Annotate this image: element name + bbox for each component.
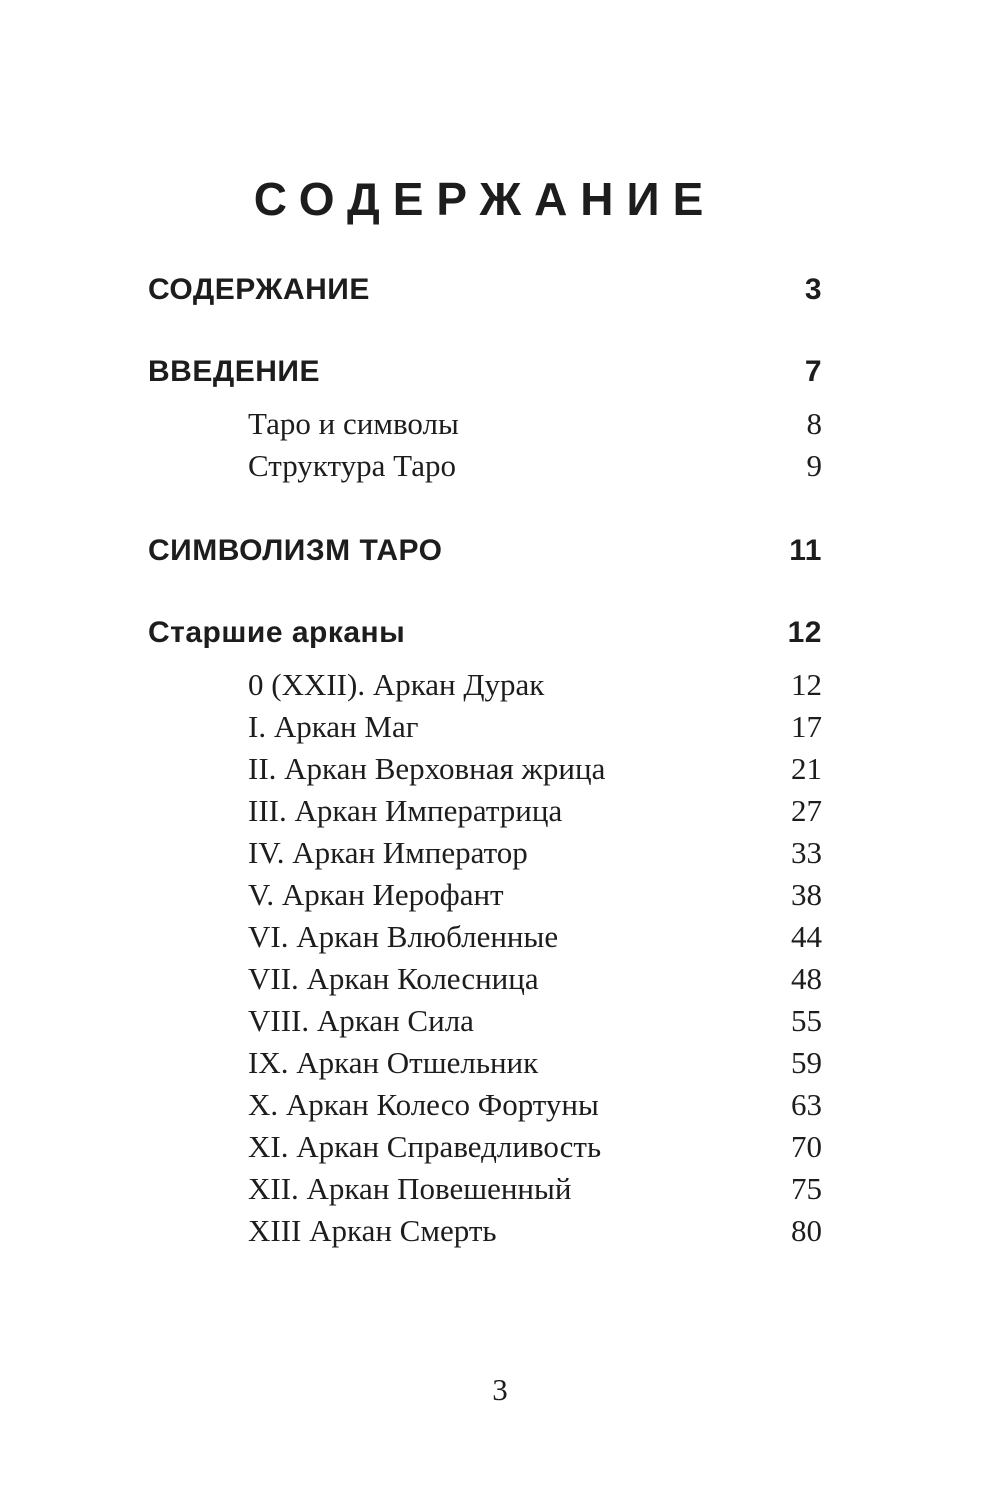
toc-entry-label: III. Аркан Императрица bbox=[248, 793, 563, 828]
toc-entry-page: 44 bbox=[791, 919, 822, 954]
toc-entry bbox=[148, 832, 822, 874]
toc-entry bbox=[148, 533, 822, 569]
toc-entry-label: VII. Аркан Колесница bbox=[248, 961, 539, 996]
toc-entry bbox=[148, 403, 822, 445]
toc-entry-page: 3 bbox=[804, 273, 822, 306]
toc-entry bbox=[148, 615, 822, 651]
toc-entry bbox=[148, 1126, 822, 1168]
toc-entry bbox=[148, 1000, 822, 1042]
toc-entry-label: V. Аркан Иерофант bbox=[248, 877, 504, 912]
toc-entry-label: VI. Аркан Влюбленные bbox=[248, 919, 559, 954]
toc-entry-page: 12 bbox=[787, 616, 822, 649]
toc-entry-label: СОДЕРЖАНИЕ bbox=[148, 273, 370, 306]
toc-entry-page: 27 bbox=[791, 793, 822, 828]
toc-entry-label: Таро и символы bbox=[248, 406, 459, 441]
toc-entry-page: 12 bbox=[791, 667, 822, 702]
toc-entry-page: 11 bbox=[789, 534, 822, 567]
toc-entry-page: 75 bbox=[791, 1171, 822, 1206]
toc-entry bbox=[148, 916, 822, 958]
toc-entry-label: VIII. Аркан Сила bbox=[248, 1003, 474, 1038]
toc-entry-page: 55 bbox=[791, 1003, 822, 1038]
toc-entry-label: XII. Аркан Повешенный bbox=[248, 1171, 572, 1206]
footer-page-number: 3 bbox=[492, 1372, 508, 1407]
toc-entry bbox=[148, 664, 822, 706]
toc-entry-page: 48 bbox=[791, 961, 822, 996]
toc-entry-page: 17 bbox=[791, 709, 822, 744]
toc-entry bbox=[148, 958, 822, 1000]
toc-entry bbox=[148, 1210, 822, 1252]
toc-entry-label: IV. Аркан Император bbox=[248, 835, 528, 870]
toc-entry-label: XIII Аркан Смерть bbox=[248, 1213, 497, 1248]
toc-entry-page: 70 bbox=[791, 1129, 822, 1164]
toc-entry-page: 59 bbox=[791, 1045, 822, 1080]
toc-entry-page: 63 bbox=[791, 1087, 822, 1122]
toc-entry-label: I. Аркан Маг bbox=[248, 709, 419, 744]
toc-entry bbox=[148, 354, 822, 390]
toc-entry-label: IX. Аркан Отшельник bbox=[248, 1045, 539, 1080]
toc-entry-label: ВВЕДЕНИЕ bbox=[148, 355, 320, 388]
toc-entry bbox=[148, 445, 822, 487]
toc-entry-page: 38 bbox=[791, 877, 822, 912]
toc-entry-label: XI. Аркан Справедливость bbox=[248, 1129, 602, 1164]
page-title: СОДЕРЖАНИЕ bbox=[253, 173, 717, 225]
toc-entry-label: 0 (XXII). Аркан Дурак bbox=[248, 667, 545, 702]
toc-entry-page: 9 bbox=[806, 448, 822, 483]
toc-entry bbox=[148, 874, 822, 916]
toc-entry bbox=[148, 1168, 822, 1210]
toc-entry-page: 7 bbox=[804, 355, 822, 388]
toc-entry bbox=[148, 1084, 822, 1126]
toc-entry-page: 21 bbox=[791, 751, 822, 786]
toc-entry-label: II. Аркан Верховная жрица bbox=[248, 751, 606, 786]
toc-entry-label: Старшие арканы bbox=[148, 616, 406, 649]
table-of-contents bbox=[148, 272, 822, 1252]
toc-entry bbox=[148, 748, 822, 790]
toc-entry-page: 8 bbox=[806, 406, 822, 441]
toc-entry bbox=[148, 790, 822, 832]
toc-entry bbox=[148, 706, 822, 748]
toc-entry bbox=[148, 1042, 822, 1084]
toc-entry-label: СИМВОЛИЗМ ТАРО bbox=[148, 534, 443, 567]
toc-entry-page: 80 bbox=[791, 1213, 822, 1248]
toc-entry-label: Структура Таро bbox=[248, 448, 457, 483]
toc-entry-page: 33 bbox=[791, 835, 822, 870]
toc-entry bbox=[148, 272, 822, 308]
toc-entry-label: X. Аркан Колесо Фортуны bbox=[248, 1087, 599, 1122]
